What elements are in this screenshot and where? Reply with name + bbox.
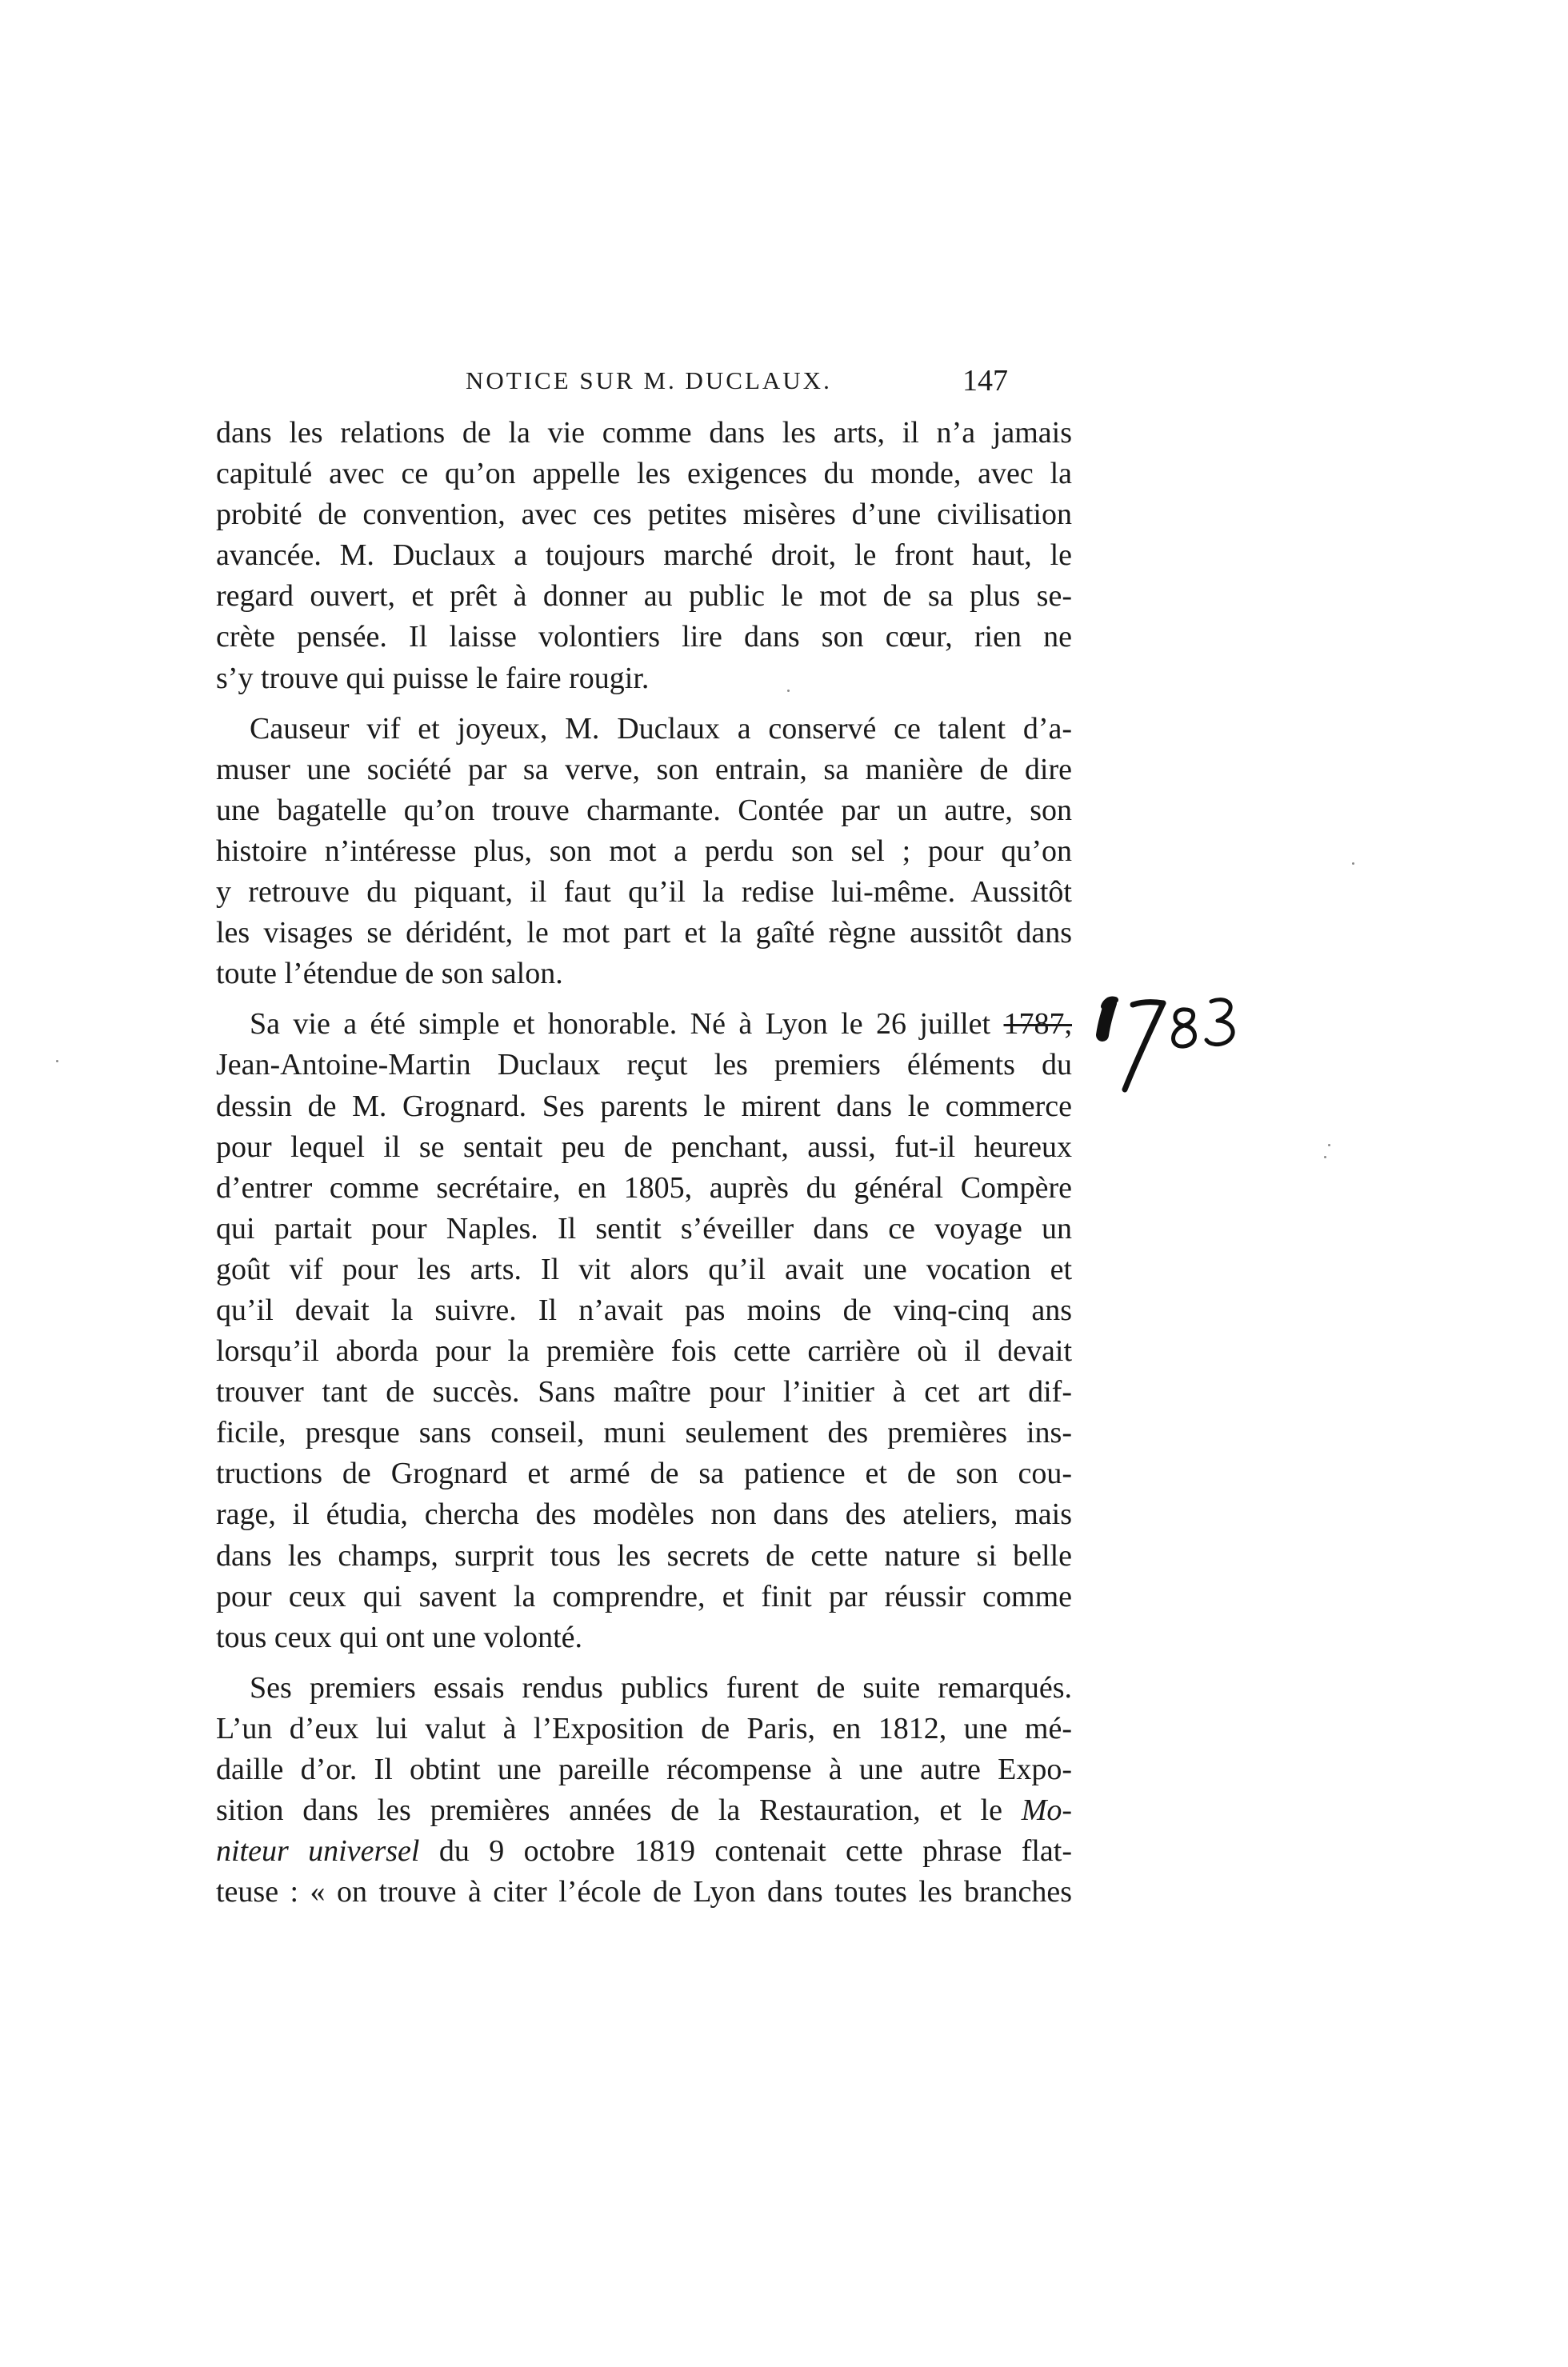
text-line: qui partait pour Naples. Il sentit s’éveiller dans ce voyage un (216, 1211, 1072, 1245)
text-line (216, 1790, 1072, 1831)
text-line: daille d’or. Il obtint une pareille récompense à une autre Expo- (216, 1753, 1072, 1786)
paper-speck (787, 690, 790, 692)
running-header (432, 366, 1008, 414)
text-line: Jean-Antoine-Martin Duclaux reçut les premiers éléments du (216, 1048, 1072, 1082)
struck-year: 1787, (1003, 1007, 1072, 1042)
text-line: Ses premiers essais rendus publics furent de suite remarqués. (250, 1670, 1072, 1705)
text-line: capitulé avec ce qu’on appelle les exigences du monde, avec la (216, 457, 1072, 491)
text-line (216, 1004, 1072, 1045)
paper-speck (1324, 1156, 1326, 1158)
text-line: une bagatelle qu’on trouve charmante. Contée par un autre, son (216, 793, 1072, 827)
text-line: s’y trouve qui puisse le faire rougir. (216, 661, 650, 695)
text-line: regard ouvert, et prêt à donner au public le mot de sa plus se- (216, 579, 1072, 614)
italic-segment: Mo- (1021, 1793, 1072, 1828)
text-line: trouver tant de succès. Sans maître pour l’initier à cet art dif- (216, 1375, 1072, 1409)
text-line: y retrouve du piquant, il faut qu’il la redise lui-même. Aussitôt (216, 875, 1072, 910)
text-line: dessin de M. Grognard. Ses parents le mirent dans le commerce (216, 1089, 1072, 1123)
text-line: teuse : « on trouve à citer l’école de Lyon dans toutes les branches (216, 1875, 1072, 1909)
paper-speck (1352, 862, 1354, 865)
text-line: ficile, presque sans conseil, muni seulement des premières ins- (216, 1416, 1072, 1450)
text-line: crète pensée. Il laisse volontiers lire dans son cœur, rien ne (216, 620, 1072, 654)
page-number: 147 (962, 364, 1008, 398)
text-line: tous ceux qui ont une volonté. (216, 1620, 583, 1654)
text-line: Causeur vif et joyeux, M. Duclaux a conservé ce talent d’a- (250, 711, 1072, 746)
text-line: rage, il étudia, chercha des modèles non dans des ateliers, mais (216, 1497, 1072, 1532)
text-line: dans les champs, surprit tous les secrets de cette nature si belle (216, 1538, 1072, 1573)
text-segment: sition dans les premières années de la Restauration, et le (216, 1793, 1002, 1828)
body-text (216, 413, 1072, 1913)
italic-segment: niteur universel (216, 1834, 420, 1869)
text-line: goût vif pour les arts. Il vit alors qu’il avait une vocation et (216, 1252, 1072, 1286)
paper-speck (1328, 1144, 1330, 1146)
text-line: L’un d’eux lui valut à l’Exposition de Paris, en 1812, une mé- (216, 1711, 1072, 1745)
text-line: toute l’étendue de son salon. (216, 957, 563, 991)
text-line: les visages se déridént, le mot part et la gaîté règne aussitôt dans (216, 916, 1072, 950)
text-line: lorsqu’il aborda pour la première fois cette carrière où il devait (216, 1334, 1072, 1369)
handwritten-margin-note (1086, 978, 1262, 1106)
text-line (216, 1831, 1072, 1872)
text-line: probité de convention, avec ces petites misères d’une civilisation (216, 498, 1072, 532)
text-line: pour ceux qui savent la comprendre, et finit par réussir comme (216, 1579, 1072, 1613)
handwritten-year-drawing (1086, 978, 1262, 1106)
text-line: d’entrer comme secrétaire, en 1805, auprès du général Compère (216, 1170, 1072, 1205)
text-line: qu’il devait la suivre. Il n’avait pas moins de vinq-cinq ans (216, 1293, 1072, 1327)
text-line: avancée. M. Duclaux a toujours marché droit, le front haut, le (216, 538, 1072, 573)
text-segment: du 9 octobre 1819 contenait cette phrase flat- (438, 1834, 1073, 1869)
header-title: NOTICE SUR M. DUCLAUX. (466, 366, 832, 394)
text-line: muser une société par sa verve, son entrain, sa manière de dire (216, 752, 1072, 786)
text-line: tructions de Grognard et armé de sa patience et de son cou- (216, 1457, 1072, 1491)
text-line: dans les relations de la vie comme dans les arts, il n’a jamais (216, 416, 1072, 450)
text-line: pour lequel il se sentait peu de penchant, aussi, fut-il heureux (216, 1130, 1072, 1164)
paper-speck (56, 1060, 58, 1062)
text-line: histoire n’intéresse plus, son mot a perdu son sel ; pour qu’on (216, 834, 1072, 868)
text-segment: Sa vie a été simple et honorable. Né à Lyon le 26 juillet (250, 1007, 991, 1042)
